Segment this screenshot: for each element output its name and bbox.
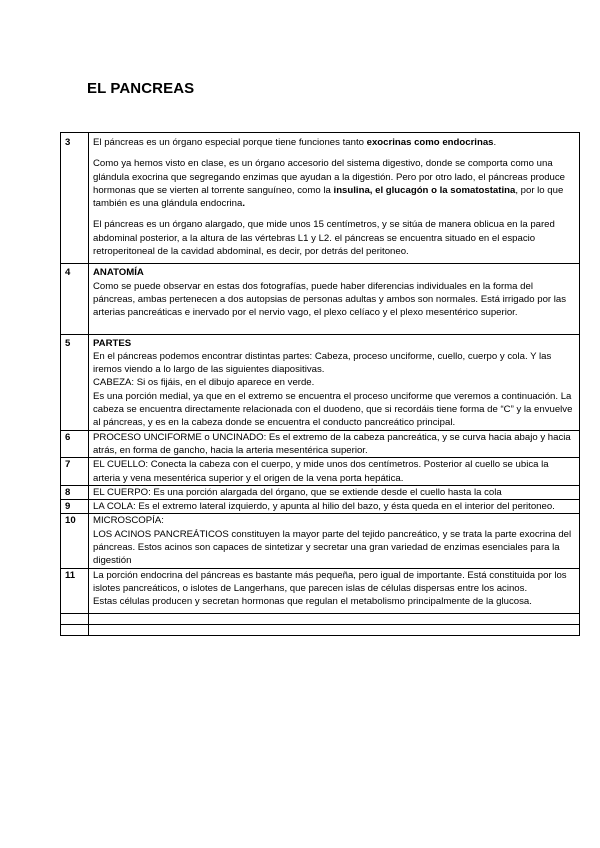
empty-cell [61, 624, 89, 635]
section-heading: PARTES [93, 337, 132, 349]
row-content [89, 514, 580, 568]
text: . [493, 137, 497, 148]
table-row [61, 334, 580, 430]
empty-cell [89, 613, 580, 624]
paragraph: CABEZA: Si os fijáis, en el dibujo aparece en verde. [93, 377, 315, 389]
empty-row [61, 613, 580, 624]
empty-cell [61, 613, 89, 624]
row-content [89, 334, 580, 430]
table-row [61, 568, 580, 613]
text: Como ya hemos visto en clase, es un órgano accesorio del sistema digestivo, donde se comporta como una glándula exocrina que segregando enzimas que ayudan a la digestión. Pero por otro lado, el páncreas produce hormonas que se vierten al torrente sanguíneo, como la [93, 158, 566, 196]
row-content: EL CUERPO: Es una porción alargada del órgano, que se extiende desde el cuello hasta la cola [89, 485, 580, 499]
table-row [61, 514, 580, 568]
paragraph: Estas células producen y secretan hormonas que regulan el metabolismo principalmente de la glucosa. [93, 596, 532, 608]
row-content [89, 133, 580, 264]
bold-text: . [242, 198, 246, 210]
row-number: 5 [61, 334, 89, 430]
text: El páncreas es un órgano especial porque tiene funciones tanto [93, 137, 367, 148]
paragraph: El páncreas es un órgano alargado, que mide unos 15 centímetros, y se sitúa de manera oblicua en la pared abdominal posterior, a la altura de las vértebras L1 y L2. el páncreas se encuentra situado en el espacio retroperitoneal de la cavidad abdominal, es decir, por detrás del peritoneo. [93, 219, 555, 258]
table-row [61, 430, 580, 458]
row-number: 3 [61, 133, 89, 264]
paragraph: Es una porción medial, ya que en el extremo se encuentra el proceso unciforme que veremos a continuación. La cabeza se encuentra directamente relacionada con el duodeno, que si recordáis tiene forma de “C” y la envuelve al páncreas, y es en la cabeza donde se encuentra el conducto pancreático principal. [93, 390, 573, 429]
paragraph: Como se puede observar en estas dos fotografías, puede haber diferencias individuales en la forma del páncreas, ambas pertenecen a dos autopsias de personas adultas y ambos son normales. Está irrigado por las arterias pancreáticas e inervado por el nervio vago, el plexo celíaco y el plexo mesentérico superior. [93, 280, 567, 319]
table-row [61, 458, 580, 486]
row-number: 6 [61, 430, 89, 458]
section-heading: ANATOMÍA [93, 267, 144, 279]
table-row [61, 500, 580, 514]
section-heading: MICROSCOPÍA: [93, 515, 164, 527]
paragraph: En el páncreas podemos encontrar distintas partes: Cabeza, proceso unciforme, cuello, cuerpo y cola. Y las iremos viendo a lo largo de las siguientes diapositivas. [93, 350, 552, 376]
content-table [60, 132, 580, 636]
paragraph [93, 157, 575, 210]
bold-text: exocrinas como endocrinas [366, 137, 494, 148]
row-content: LA COLA: Es el extremo lateral izquierdo, y apunta al hilio del bazo, y ésta queda en el interior del peritoneo. [89, 500, 580, 514]
empty-row [61, 624, 580, 635]
empty-cell [89, 624, 580, 635]
table-row [61, 264, 580, 334]
row-number: 11 [61, 568, 89, 613]
row-content: EL CUELLO: Conecta la cabeza con el cuerpo, y mide unos dos centímetros. Posterior al cuello se ubica la arteria y vena mesentérica superior y el origen de la vena porta hepática. [89, 458, 580, 486]
table-row [61, 485, 580, 499]
paragraph: LOS ACINOS PANCREÁTICOS constituyen la mayor parte del tejido pancreático, y se trata la parte exocrina del páncreas. Estos acinos son capaces de sintetizar y secretar una gran variedad de enzimas esenciales para la digestión [93, 528, 572, 567]
paragraph: La porción endocrina del páncreas es bastante más pequeña, pero igual de importante. Está constituida por los islotes pancreáticos, o islotes de Langerhans, que parecen islas de células dispersas entre los acinos. [93, 569, 567, 594]
row-number: 10 [61, 514, 89, 568]
row-number: 8 [61, 485, 89, 499]
row-number: 9 [61, 500, 89, 514]
row-content [89, 264, 580, 334]
row-number: 4 [61, 264, 89, 334]
bold-text: insulina, el glucagón o la somatostatina [333, 184, 516, 196]
page-title: EL PANCREAS [87, 80, 195, 97]
row-content: PROCESO UNCIFORME o UNCINADO: Es el extremo de la cabeza pancreática, y se curva hacia abajo y hacia atrás, en forma de gancho, hacia la arteria mesentérica superior. [89, 430, 580, 458]
row-content [89, 568, 580, 613]
text: , por lo que también es una glándula endocrina [93, 184, 564, 210]
row-number: 7 [61, 458, 89, 486]
paragraph [93, 136, 575, 149]
table-row [61, 133, 580, 264]
